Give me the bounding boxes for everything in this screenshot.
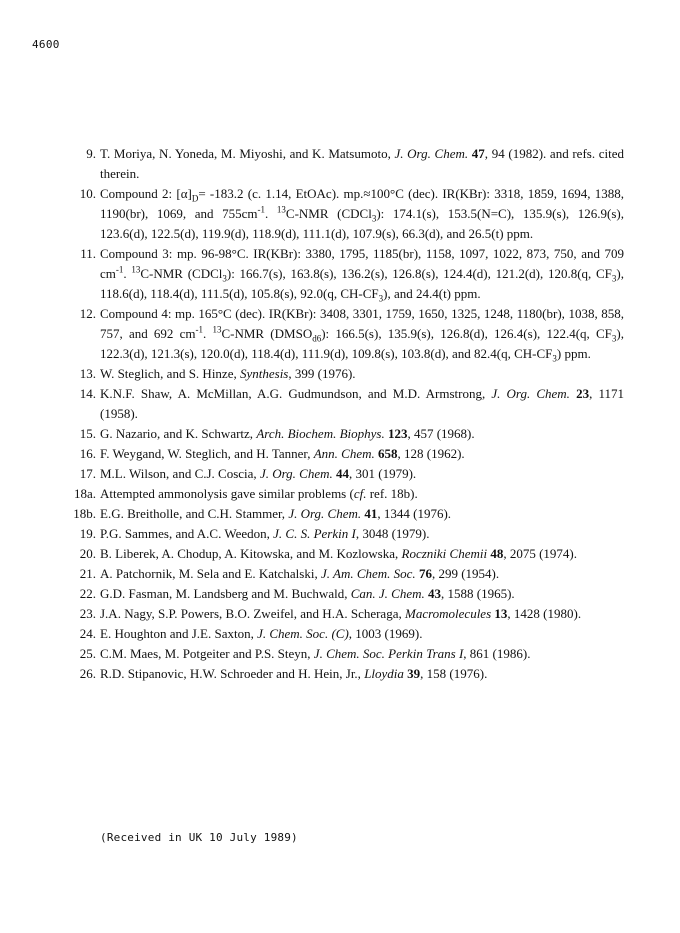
reference-number: 21. bbox=[79, 566, 96, 581]
reference-text-segment: , 1588 (1965). bbox=[440, 586, 515, 601]
reference-item bbox=[76, 364, 624, 384]
reference-text-segment: C-NMR (CDCl bbox=[285, 206, 372, 221]
reference-text bbox=[100, 586, 515, 601]
reference-number: 14. bbox=[79, 386, 96, 401]
reference-item bbox=[76, 424, 624, 444]
reference-text bbox=[100, 626, 422, 641]
reference-text-segment: , 2075 (1974). bbox=[503, 546, 578, 561]
reference-number: 17. bbox=[79, 466, 96, 481]
reference-text-segment: 3 bbox=[378, 293, 384, 304]
reference-item bbox=[76, 444, 624, 464]
reference-item bbox=[76, 304, 624, 364]
reference-text-segment: ), 122.3(d), 121.3(s), 120.0(d), 118.4(d), 111.9(d), 109.8(s), 103.8(d), and 82.4(q, CH-CF bbox=[100, 326, 625, 361]
reference-number: 13. bbox=[79, 366, 96, 381]
reference-item bbox=[76, 524, 624, 544]
reference-text-segment: cf. bbox=[353, 486, 367, 501]
reference-text-segment: 3 bbox=[552, 353, 557, 364]
reference-text-segment: C-NMR (DMSO bbox=[221, 326, 313, 341]
reference-text-segment: A. Patchornik, M. Sela and E. Katchalski, bbox=[100, 566, 321, 581]
reference-text-segment: -1 bbox=[195, 324, 204, 335]
reference-text-segment: 13 bbox=[494, 606, 508, 621]
reference-text-segment: ref. 18b). bbox=[366, 486, 418, 501]
reference-text-segment: D bbox=[191, 193, 199, 204]
reference-item bbox=[76, 384, 624, 424]
reference-text-segment: C-NMR (CDCl bbox=[140, 266, 223, 281]
reference-text-segment: 44 bbox=[336, 466, 350, 481]
reference-text-segment: , 158 (1976). bbox=[420, 666, 488, 681]
reference-item bbox=[73, 504, 624, 524]
reference-text-segment: , 1003 (1969). bbox=[348, 626, 423, 641]
reference-number: 18b. bbox=[73, 506, 96, 521]
reference-text-segment: ): 166.7(s), 163.8(s), 136.2(s), 126.8(s), 124.4(d), 121.2(d), 120.8(q, CF bbox=[226, 266, 612, 281]
reference-text-segment: 43 bbox=[427, 586, 441, 601]
reference-text-segment: P.G. Sammes, and A.C. Weedon, bbox=[100, 526, 274, 541]
reference-number: 25. bbox=[79, 646, 96, 661]
reference-text-segment: T. Moriya, N. Yoneda, M. Miyoshi, and K. Matsumoto, bbox=[100, 146, 395, 161]
reference-text-segment: E. Houghton and J.E. Saxton, bbox=[100, 626, 258, 641]
reference-number: 9. bbox=[86, 146, 96, 161]
reference-text-segment: -1 bbox=[115, 264, 124, 275]
reference-text-segment: Attempted ammonolysis gave similar problems ( bbox=[100, 486, 354, 501]
reference-text-segment: K.N.F. Shaw, A. McMillan, A.G. Gudmundson, and M.D. Armstrong, bbox=[100, 386, 492, 401]
reference-text-segment: J.A. Nagy, S.P. Powers, B.O. Zweifel, and H.A. Scheraga, bbox=[100, 606, 405, 621]
reference-text bbox=[100, 606, 581, 621]
reference-text-segment: Compound 2: [α] bbox=[100, 186, 192, 201]
reference-text-segment: J. Org. Chem. bbox=[491, 386, 570, 401]
reference-number: 12. bbox=[79, 306, 96, 321]
page-number: 4600 bbox=[32, 38, 60, 51]
reference-text bbox=[100, 446, 465, 461]
reference-text-segment: , 299 (1954). bbox=[431, 566, 500, 581]
reference-number: 15. bbox=[79, 426, 96, 441]
reference-text-segment: , 861 (1986). bbox=[463, 646, 531, 661]
reference-list bbox=[73, 144, 625, 684]
reference-text-segment: E.G. Breitholle, and C.H. Stammer, bbox=[100, 506, 289, 521]
reference-item bbox=[76, 604, 624, 624]
reference-text-segment: , 3048 (1979). bbox=[355, 526, 430, 541]
reference-text-segment: M.L. Wilson, and C.J. Coscia, bbox=[100, 466, 260, 481]
reference-item bbox=[76, 244, 624, 304]
reference-text-segment: ), 118.6(d), 118.4(d), 111.5(d), 105.8(s), 92.0(q, CH-CF bbox=[100, 266, 624, 301]
reference-text-segment: . bbox=[265, 206, 277, 221]
reference-text-segment: ): 166.5(s), 135.9(s), 126.8(d), 126.4(s), 122.4(q, CF bbox=[321, 326, 612, 341]
reference-item bbox=[76, 644, 624, 664]
reference-text-segment: Lloydia bbox=[364, 666, 404, 681]
reference-text-segment: F. Weygand, W. Steglich, and H. Tanner, bbox=[100, 446, 314, 461]
reference-number: 23. bbox=[79, 606, 96, 621]
reference-text-segment: , 301 (1979). bbox=[349, 466, 417, 481]
reference-text bbox=[100, 546, 577, 561]
reference-text-segment: , 1428 (1980). bbox=[507, 606, 582, 621]
reference-text bbox=[100, 186, 624, 241]
reference-text-segment: G.D. Fasman, M. Landsberg and M. Buchwald, bbox=[100, 586, 351, 601]
reference-text-segment: -1 bbox=[257, 204, 266, 215]
reference-item bbox=[76, 184, 624, 244]
reference-text-segment: d6 bbox=[312, 333, 322, 344]
reference-text-segment: J. Chem. Soc. Perkin Trans I bbox=[313, 646, 464, 661]
reference-text-segment: Compound 3: mp. 96-98°C. IR(KBr): 3380, 1795, 1185(br), 1158, 1097, 1022, 873, 750, and 709 cm bbox=[100, 246, 624, 281]
reference-text-segment: 3 bbox=[222, 273, 227, 284]
reference-text-segment: 39 bbox=[407, 666, 421, 681]
reference-text bbox=[100, 566, 499, 581]
received-note: (Received in UK 10 July 1989) bbox=[100, 831, 298, 844]
reference-number: 11. bbox=[80, 246, 96, 261]
reference-text-segment: , 457 (1968). bbox=[407, 426, 475, 441]
reference-text-segment: Arch. Biochem. Biophys. bbox=[256, 426, 385, 441]
reference-item bbox=[76, 564, 624, 584]
reference-item bbox=[76, 544, 624, 564]
reference-text bbox=[100, 526, 429, 541]
reference-text-segment: Macromolecules bbox=[404, 606, 492, 621]
reference-text-segment: . bbox=[203, 326, 213, 341]
reference-text-segment: 658 bbox=[378, 446, 398, 461]
reference-text-segment: J. Chem. Soc. (C) bbox=[257, 626, 349, 641]
reference-text bbox=[100, 246, 624, 304]
reference-text bbox=[100, 486, 418, 501]
reference-number: 19. bbox=[79, 526, 96, 541]
reference-number: 20. bbox=[79, 546, 96, 561]
reference-text-segment: Roczniki Chemii bbox=[401, 546, 488, 561]
reference-text-segment: 23 bbox=[576, 386, 590, 401]
reference-text bbox=[100, 306, 625, 364]
reference-text-segment: Can. J. Chem. bbox=[350, 586, 425, 601]
reference-text-segment: G. Nazario, and K. Schwartz, bbox=[100, 426, 257, 441]
reference-text bbox=[100, 666, 487, 681]
reference-text bbox=[100, 646, 530, 661]
reference-item bbox=[76, 664, 624, 684]
reference-text-segment: , 94 (1982). and refs. cited therein. bbox=[100, 146, 625, 181]
reference-text-segment: 123 bbox=[387, 426, 408, 441]
reference-text-segment: Compound 4: mp. 165°C (dec). IR(KBr): 3408, 3301, 1759, 1650, 1325, 1248, 1180(br), 1038, 858, 757, and 692 cm bbox=[100, 306, 624, 341]
reference-number: 22. bbox=[79, 586, 96, 601]
reference-text-segment: B. Liberek, A. Chodup, A. Kitowska, and M. Kozlowska, bbox=[100, 546, 402, 561]
reference-text-segment: ) ppm. bbox=[556, 346, 591, 361]
reference-text-segment: 47 bbox=[471, 146, 485, 161]
reference-text-segment: 3 bbox=[611, 333, 617, 344]
reference-number: 16. bbox=[79, 446, 96, 461]
reference-text bbox=[100, 506, 451, 521]
reference-text-segment: J. Org. Chem. bbox=[394, 146, 469, 161]
reference-number: 24. bbox=[79, 626, 96, 641]
reference-text-segment: 3 bbox=[611, 273, 617, 284]
reference-text-segment: = -183.2 (c. 1.14, EtOAc). mp.≈100°C (dec). IR(KBr): 3318, 1859, 1694, 1388, 1190(br), 1069, and 755cm bbox=[100, 186, 624, 221]
reference-text bbox=[100, 366, 356, 381]
reference-item bbox=[76, 464, 624, 484]
reference-text-segment: 48 bbox=[490, 546, 504, 561]
reference-text-segment: . bbox=[123, 266, 132, 281]
reference-number: 26. bbox=[79, 666, 96, 681]
reference-text-segment: 3 bbox=[371, 213, 377, 224]
reference-text-segment: W. Steglich, and S. Hinze, bbox=[100, 366, 240, 381]
reference-text-segment: , 399 (1976). bbox=[288, 366, 356, 381]
reference-text bbox=[100, 386, 624, 421]
reference-text-segment: J. C. S. Perkin I bbox=[273, 526, 356, 541]
reference-text-segment: J. Org. Chem. bbox=[288, 506, 362, 521]
reference-item bbox=[73, 484, 624, 504]
reference-text-segment: 13 bbox=[212, 324, 222, 335]
reference-text bbox=[100, 426, 475, 441]
reference-text-segment: 41 bbox=[364, 506, 378, 521]
reference-text-segment: , 1344 (1976). bbox=[377, 506, 452, 521]
reference-text-segment: C.M. Maes, M. Potgeiter and P.S. Steyn, bbox=[100, 646, 314, 661]
reference-text-segment: 13 bbox=[276, 204, 286, 215]
reference-number: 18a. bbox=[73, 486, 96, 501]
reference-item bbox=[76, 584, 624, 604]
reference-text bbox=[100, 466, 416, 481]
reference-text-segment: R.D. Stipanovic, H.W. Schroeder and H. Hein, Jr., bbox=[100, 666, 365, 681]
reference-number: 10. bbox=[79, 186, 96, 201]
reference-text-segment: 13 bbox=[131, 264, 141, 275]
reference-text bbox=[100, 146, 624, 181]
reference-text-segment: 76 bbox=[418, 566, 432, 581]
reference-text-segment: J. Am. Chem. Soc. bbox=[320, 566, 416, 581]
reference-text-segment: ), and 24.4(t) ppm. bbox=[383, 286, 481, 301]
reference-text-segment: Synthesis bbox=[239, 366, 289, 381]
reference-item bbox=[76, 624, 624, 644]
reference-text-segment: , 128 (1962). bbox=[397, 446, 465, 461]
reference-text-segment: J. Org. Chem. bbox=[259, 466, 333, 481]
reference-item bbox=[76, 144, 624, 184]
reference-text-segment: Ann. Chem. bbox=[313, 446, 375, 461]
reference-text-segment: ): 174.1(s), 153.5(N=C), 135.9(s), 126.9(s), 123.6(d), 122.5(d), 119.9(d), 118.9(d), 111.1(d), 107.9(s), 66.3(d), and 26.5(t) ppm. bbox=[100, 206, 624, 241]
reference-text-segment: , 1171 (1958). bbox=[100, 386, 624, 421]
